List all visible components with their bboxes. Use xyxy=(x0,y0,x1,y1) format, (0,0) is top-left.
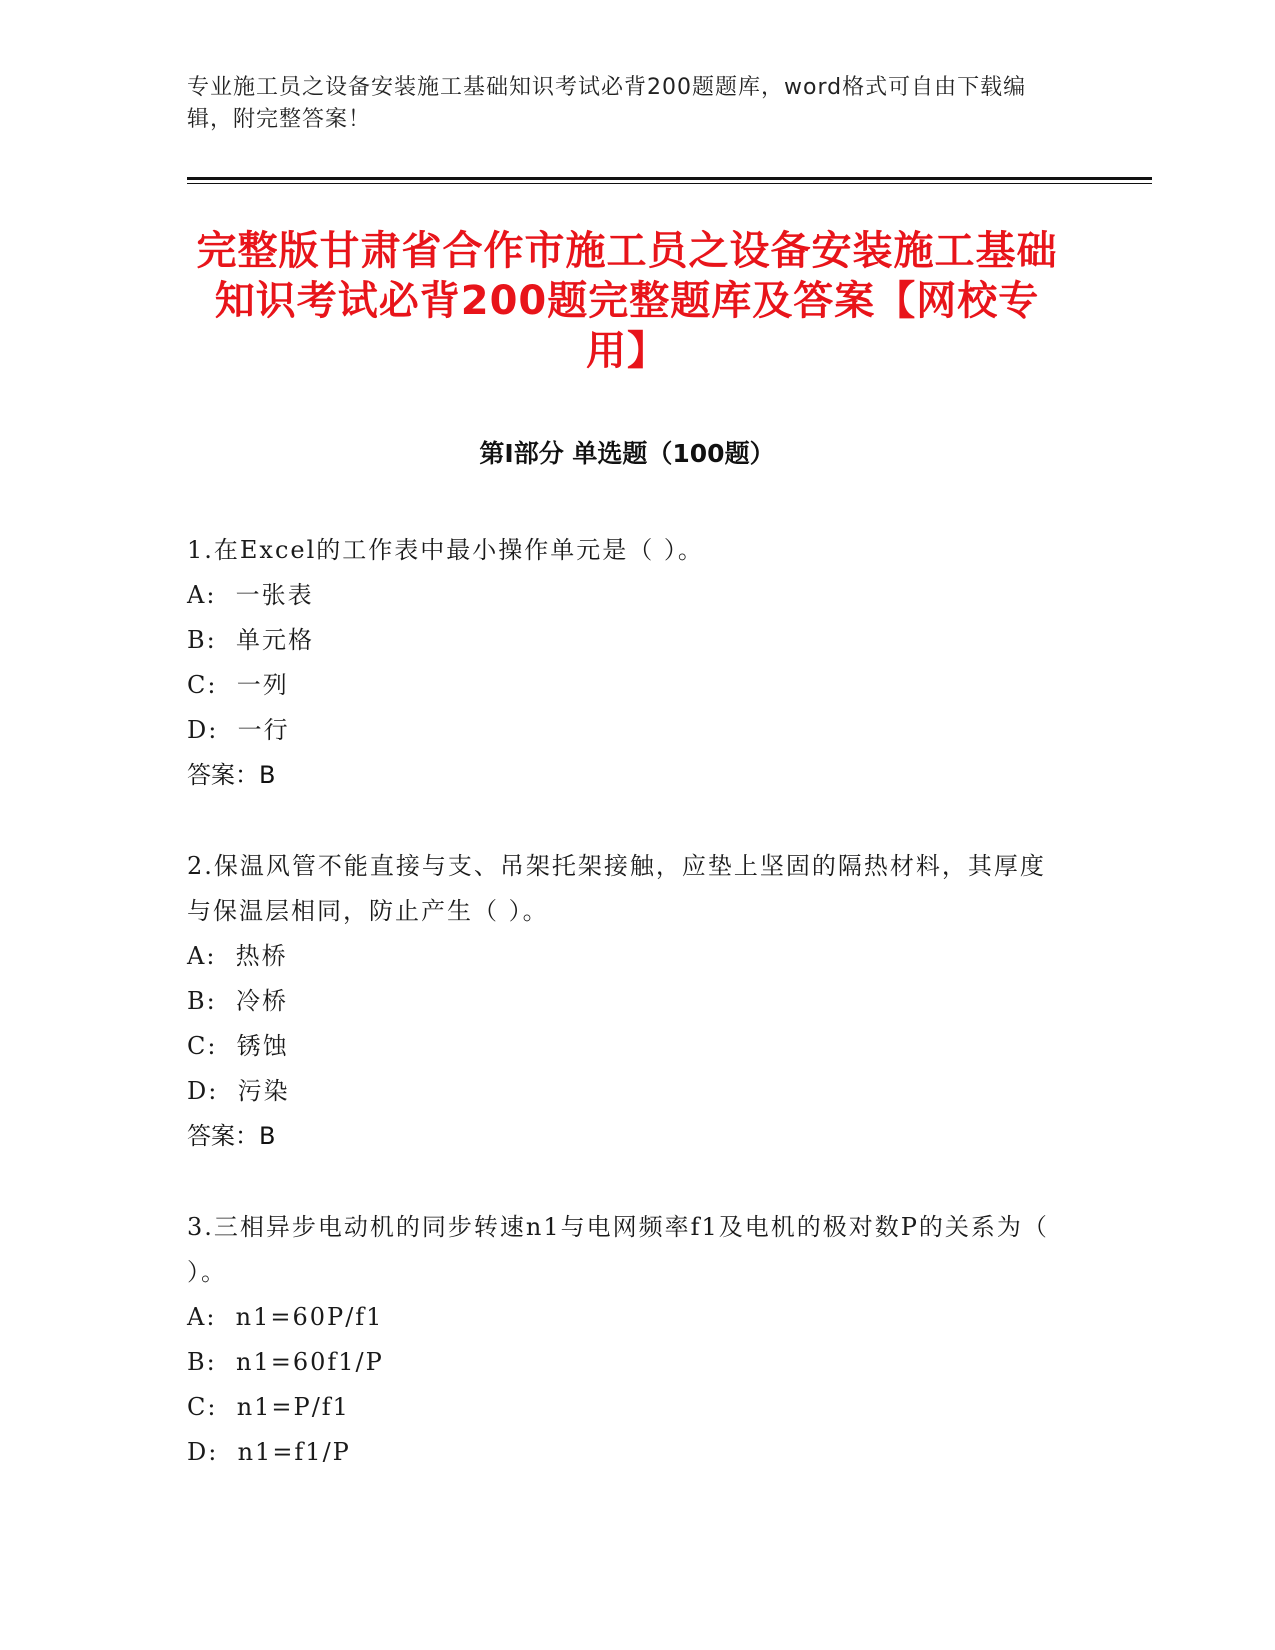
option-b: B: 单元格 xyxy=(187,626,314,654)
option-c: C: n1=P/f1 xyxy=(187,1393,350,1421)
question-stem: 2.保温风管不能直接与支、吊架托架接触，应垫上坚固的隔热材料，其厚度与保温层相同，防止产生（ ）。 xyxy=(187,852,1046,925)
option-b: B: 冷桥 xyxy=(187,987,288,1015)
option-d: D: 污染 xyxy=(187,1077,290,1105)
option-a: A: 一张表 xyxy=(187,581,314,609)
option-a: A: n1=60P/f1 xyxy=(187,1303,384,1331)
option-d: D: 一行 xyxy=(187,716,290,744)
option-d: D: n1=f1/P xyxy=(187,1438,351,1466)
document-title: 完整版甘肃省合作市施工员之设备安装施工基础知识考试必背200题完整题库及答案【网校专用】 xyxy=(196,228,1058,374)
header-note: 专业施工员之设备安装施工基础知识考试必背200题题库，word格式可自由下载编辑，附完整答案！ xyxy=(187,75,1027,132)
question-list xyxy=(187,528,1067,1521)
option-a: A: 热桥 xyxy=(187,942,288,970)
option-b: B: n1=60f1/P xyxy=(187,1348,384,1376)
question-1 xyxy=(187,528,1067,798)
question-3 xyxy=(187,1205,1067,1475)
header-rule-thin xyxy=(187,183,1152,184)
question-stem: 3.三相异步电动机的同步转速n1与电网频率f1及电机的极对数P的关系为（ ）。 xyxy=(187,1213,1049,1286)
option-c: C: 锈蚀 xyxy=(187,1032,289,1060)
question-2 xyxy=(187,844,1067,1159)
section-title: 第I部分 单选题（100题） xyxy=(479,439,775,468)
header-rule-thick xyxy=(187,177,1152,180)
question-stem: 1.在Excel的工作表中最小操作单元是（ ）。 xyxy=(187,536,704,564)
answer: 答案：B xyxy=(187,761,276,789)
option-c: C: 一列 xyxy=(187,671,289,699)
answer: 答案：B xyxy=(187,1122,276,1150)
